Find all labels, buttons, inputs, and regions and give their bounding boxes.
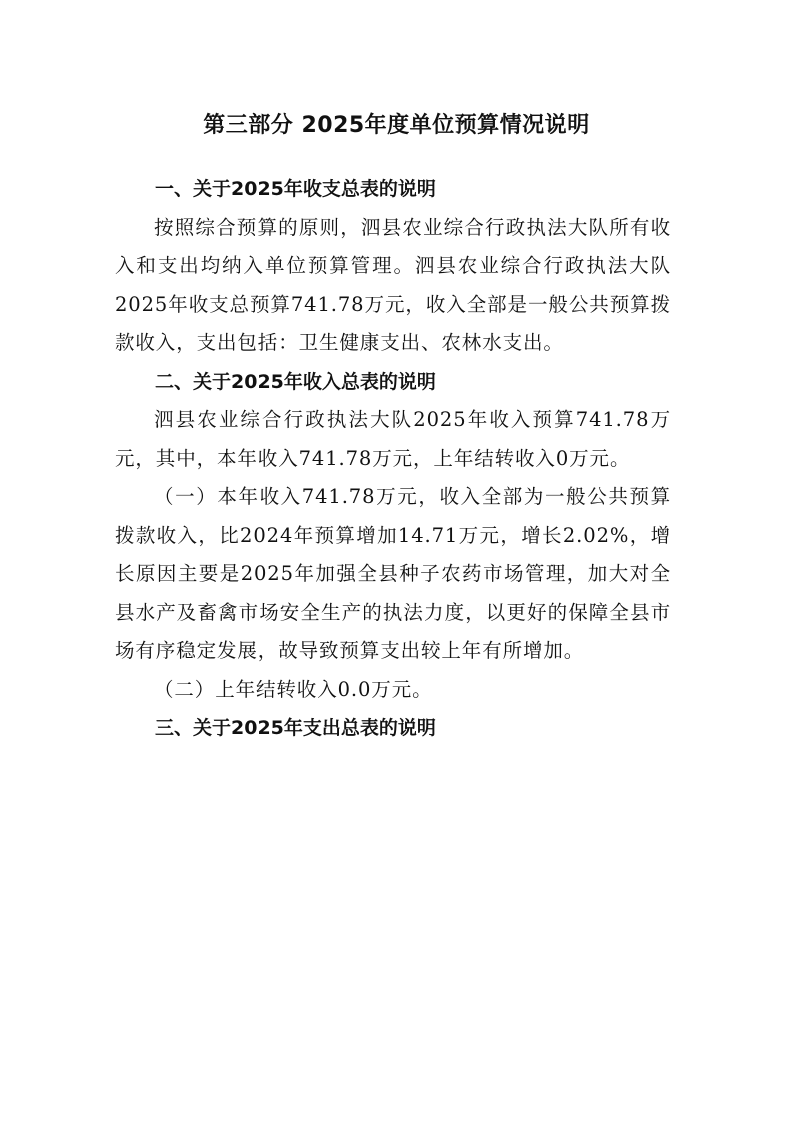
section-heading-1: 一、关于2025年收支总表的说明 <box>155 178 436 200</box>
page-title: 第三部分 2025年度单位预算情况说明 <box>203 113 590 138</box>
section-heading-3: 三、关于2025年支出总表的说明 <box>155 717 436 739</box>
section-2-paragraph-1: 泗县农业综合行政执法大队2025年收入预算741.78万元，其中，本年收入741.78万元，上年结转收入0万元。 <box>115 408 671 470</box>
section-1-paragraph-1: 按照综合预算的原则，泗县农业综合行政执法大队所有收入和支出均纳入单位预算管理。泗县农业综合行政执法大队2025年收支总预算741.78万元，收入全部是一般公共预算拨款收入，支出包括：卫生健康支出、农林水支出。 <box>115 215 671 354</box>
section-heading-2: 二、关于2025年收入总表的说明 <box>155 370 436 393</box>
section-2-paragraph-2: （一）本年收入741.78万元，收入全部为一般公共预算拨款收入，比2024年预算增加14.71万元，增长2.02%，增长原因主要是2025年加强全县种子农药市场管理，加大对全县水产及畜禽市场安全生产的执法力度，以更好的保障全县市场有序稳定发展，故导致预算支出较上年有所增加。 <box>115 485 671 662</box>
document-body <box>115 170 671 748</box>
section-2-paragraph-3: （二）上年结转收入0.0万元。 <box>154 677 433 701</box>
